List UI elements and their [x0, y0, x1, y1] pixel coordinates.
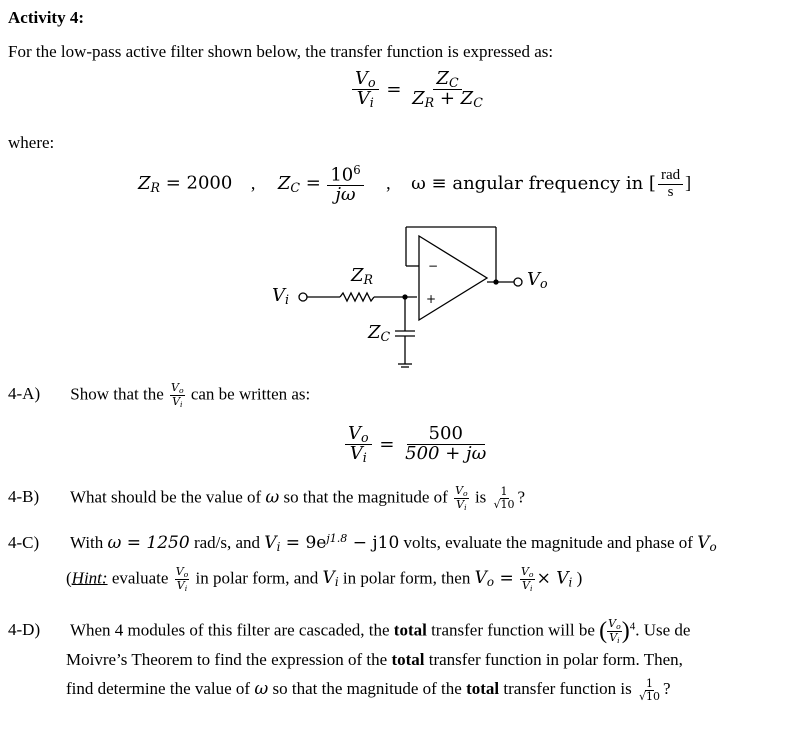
definitions-line: $Z_R = 2000$ , $Z_C$ = $\frac{10^6}{j\omega}$ , ω ≡ angular frequency in [ $\frac{\text{rad}}{s}$ ]	[138, 163, 692, 206]
zc-definition: $Z_C$	[277, 172, 300, 195]
part-a-equation: $\frac{V_o}{V_i}$ = $\frac{500}{500 + j\omega}$	[343, 425, 491, 465]
zr-definition: $Z_R$	[138, 172, 160, 195]
op-amp-plus: +	[426, 292, 437, 306]
transfer-function-equation: $\frac{V_o}{V_i}$ = $\frac{Z_C}{Z_R + Z_C}$	[350, 70, 488, 110]
part-b-question: 4-B) What should be the value of ω so that the magnitude of $\frac{V_o}{V_i}$ is $\frac{1}{√10}$ ?	[8, 484, 526, 512]
part-a-question: 4-A) Show that the $\frac{V_o}{V_i}$ can be written as:	[8, 381, 311, 409]
where-label: where:	[8, 133, 55, 152]
part-c-hint: (Hint: evaluate $\frac{V_o}{V_i}$ in polar form, and $V_i$ in polar form, then $V_o$ = $\frac{V_o}{V_i}$ × $V_i$ )	[66, 565, 583, 593]
activity-title: Activity 4:	[8, 8, 85, 27]
circuit-vo-label: $V_o$	[527, 269, 548, 292]
part-c-question: 4-C) With ω = 1250 rad/s, and $V_i = 9e^{j1.8} - j10$ volts, evaluate the magnitude and phase of $V_o$	[8, 532, 717, 555]
circuit-zc-label: $Z_C$	[368, 322, 391, 345]
vi-terminal	[299, 293, 307, 301]
op-amp-minus: −	[428, 259, 439, 273]
intro-text: For the low-pass active filter shown below, the transfer function is expressed as:	[8, 42, 554, 61]
vo-terminal	[514, 278, 522, 286]
part-d-line2: Moivre’s Theorem to find the expression of the total transfer function in polar form. Then,	[66, 650, 683, 669]
op-amp-triangle	[419, 236, 487, 320]
part-d-line1: 4-D) When 4 modules of this filter are cascaded, the total transfer function will be ( $\frac{V_o}{V_i}$ )$^4$. Use de	[8, 617, 691, 645]
circuit-vi-label: $V_i$	[272, 285, 290, 308]
circuit-zr-label: $Z_R$	[351, 265, 373, 288]
zr-resistor	[340, 293, 374, 301]
omega-definition: ω ≡ angular frequency in [	[411, 172, 656, 194]
part-d-line3: find determine the value of ω so that the magnitude of the total transfer function is $\frac{1}{√10}$ ?	[66, 677, 671, 703]
